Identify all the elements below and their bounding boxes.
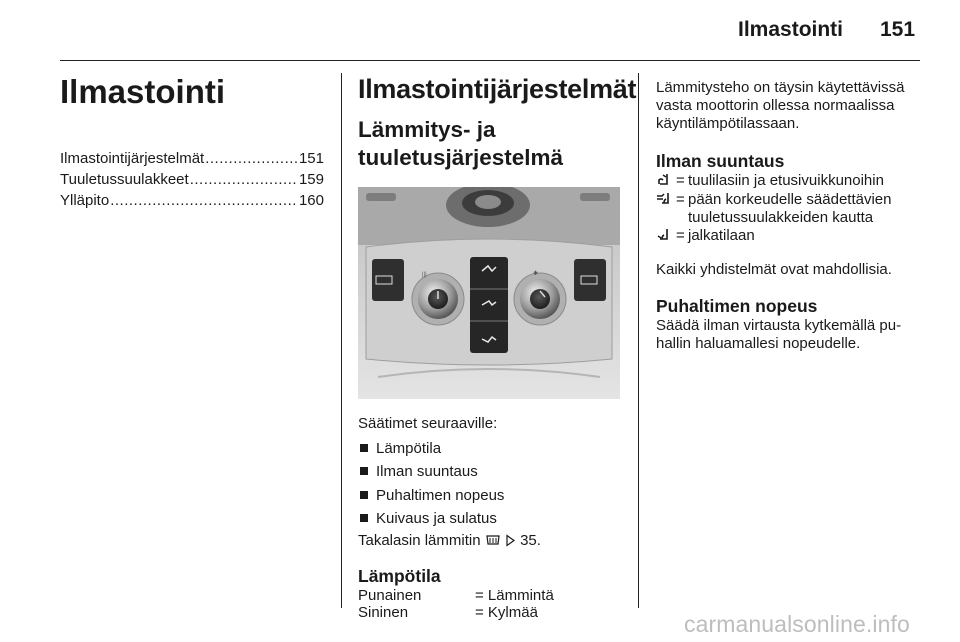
watermark: carmanualsonline.info [684,611,910,637]
header-rule [60,60,920,61]
bullet-square-icon [360,491,368,499]
paragraph-line: Säädä ilman virtausta kytkemällä pu- [656,317,902,334]
toc-leader-dots [190,171,298,188]
air-direction-item [656,191,926,227]
temperature-value: = Lämmintä [475,587,554,605]
toc-leader-dots [110,192,298,209]
section-column [358,72,637,622]
column-divider-2 [638,73,639,608]
fan-speed-title: Puhaltimen nopeus [656,296,818,316]
heating-power-paragraph [656,79,926,133]
rear-heater-line [358,531,622,551]
column-divider-1 [341,73,342,608]
toc-entry-label: Ilmastointijärjestelmät [60,150,205,167]
air-direction-text-line: pään korkeudelle säädettävien [688,191,892,208]
temperature-title: Lämpötila [358,566,441,587]
air-direction-item [656,227,926,246]
list-item [358,507,622,530]
air-direction-text [688,191,926,227]
rear-heater-text: Takalasin lämmitin [358,532,481,550]
toc-entry-label: Tuuletussuulakkeet [60,171,189,188]
toc-entry-page: 151 [298,150,324,167]
air-direction-item [656,172,926,191]
toc-entry-page: 159 [298,171,324,188]
toc-list [60,150,324,213]
list-item-text: Ilman suuntaus [376,463,478,481]
head-airflow-icon [656,191,672,205]
paragraph-line: vasta moottorin ollessa normaalissa [656,97,895,114]
rear-heater-page-ref[interactable]: 35. [520,532,541,550]
list-item [358,437,622,460]
toc-entry[interactable] [60,171,324,192]
subsection-title-line2: tuuletusjärjestelmä [358,145,564,170]
temperature-row [358,587,622,604]
footwell-airflow-icon [656,227,672,241]
section-title: Ilmastointijärjestelmät [358,74,637,104]
temperature-key: Punainen [358,587,422,605]
bullet-square-icon [360,514,368,522]
bullet-square-icon [360,467,368,475]
toc-entry[interactable] [60,192,324,213]
svg-text:✱: ✱ [533,271,539,277]
controls-list [358,437,622,530]
list-item-text: Puhaltimen nopeus [376,486,505,504]
toc-entry[interactable] [60,150,324,171]
chapter-title: Ilmastointi [60,73,226,110]
paragraph-line: hallin haluamallesi nopeudelle. [656,335,861,352]
symbol-equals: = [676,172,685,189]
list-item-text: Lämpötila [376,440,442,457]
subsection-title-line1: Lämmitys- ja [358,117,496,142]
air-direction-title: Ilman suuntaus [656,151,785,171]
air-direction-text-line: tuuletussuulakkeiden kautta [688,209,874,226]
list-item-text: Kuivaus ja sulatus [376,509,497,527]
fan-speed-paragraph [656,317,926,353]
chapter-toc-column [60,72,324,213]
list-item [358,484,622,507]
running-header-title: Ilmastointi [738,18,844,41]
air-direction-text [688,172,926,191]
windscreen-airflow-icon [656,172,672,186]
symbol-equals: = [676,191,685,208]
page-number: 151 [880,18,916,41]
rear-window-heater-icon [485,534,501,547]
subsection-title [358,116,622,172]
toc-leader-dots [205,150,298,167]
right-column [656,79,926,353]
temperature-key: Sininen [358,604,409,622]
symbol-equals: = [676,227,685,244]
combinations-note: Kaikki yhdistelmät ovat mahdollisia. [656,261,892,278]
temperature-value: = Kylmää [475,604,538,622]
toc-entry-label: Ylläpito [60,192,110,209]
toc-entry-page: 160 [298,192,324,209]
air-direction-text-line: jalkatilaan [688,227,755,244]
list-item [358,460,622,483]
temperature-row [358,604,622,621]
air-direction-text-line: tuulilasiin ja etusivuikkunoihin [688,172,884,189]
paragraph-line: Lämmitysteho on täysin käytettävissä [656,79,905,96]
paragraph-line: käyntilämpötilassaan. [656,115,800,132]
controls-intro: Säätimet seuraaville: [358,415,498,432]
bullet-square-icon [360,444,368,452]
svg-text:|||: ||| [422,272,427,278]
page-reference-arrow-icon[interactable] [505,534,516,547]
air-direction-text [688,227,926,246]
control-panel-photo [358,187,620,399]
